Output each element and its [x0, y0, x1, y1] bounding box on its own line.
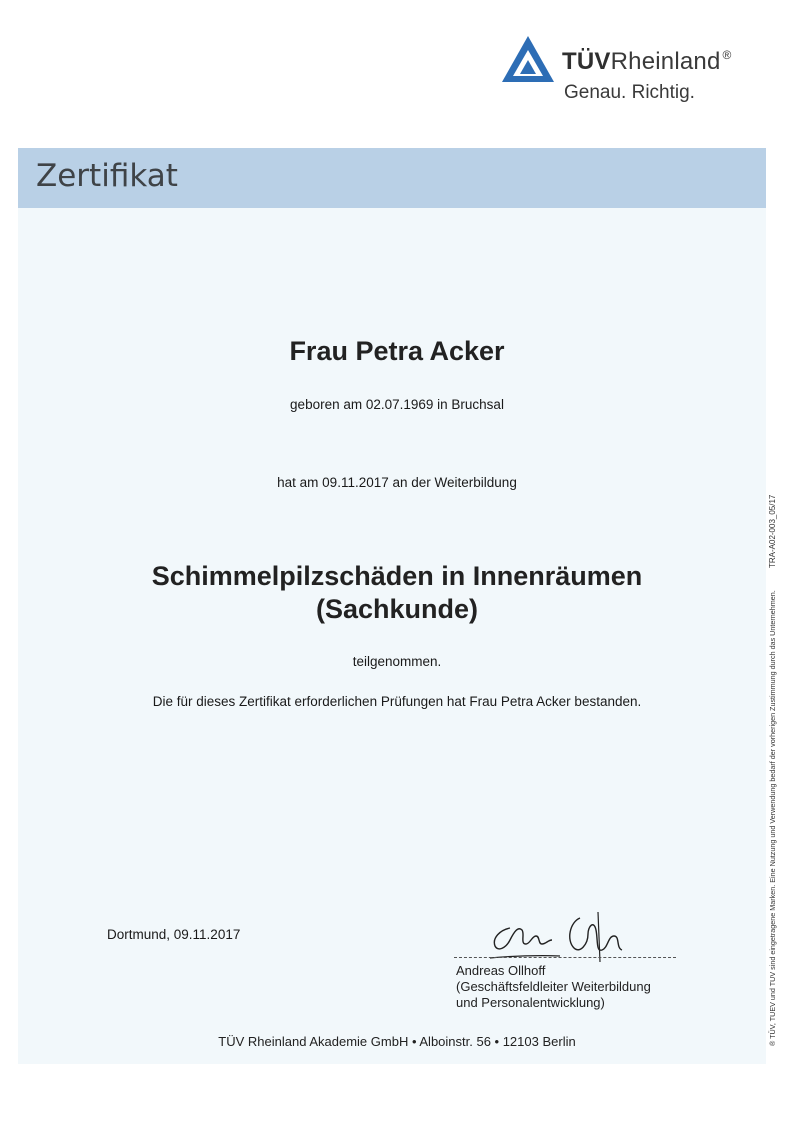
- place-date: Dortmund, 09.11.2017: [107, 927, 241, 942]
- logo-brand-bold: TÜV: [562, 48, 611, 75]
- registered-mark: ®: [722, 48, 732, 62]
- birth-line: geboren am 02.07.1969 in Bruchsal: [290, 397, 504, 412]
- logo-slogan: Genau. Richtig.: [564, 82, 695, 103]
- signer-role-line2: und Personalentwicklung): [456, 995, 605, 1010]
- course-title-line2: (Sachkunde): [315, 594, 479, 624]
- passed-line: Die für dieses Zertifikat erforderlichen Prüfungen hat Frau Petra Acker bestanden.: [152, 694, 642, 709]
- participated-line: teilgenommen.: [352, 654, 442, 669]
- trademark-note: ® TÜV, TUEV und TUV sind eingetragene Marken. Eine Nutzung und Verwendung bedarf der vorherigen Zustimmung durch das Unternehmen.: [768, 590, 777, 1046]
- handwritten-signature: [470, 900, 640, 970]
- form-code: TRA-A02-003_05/17: [768, 494, 777, 568]
- attended-line: hat am 09.11.2017 an der Weiterbildung: [277, 475, 517, 490]
- course-title: [0, 560, 794, 626]
- logo-wordmark: [562, 48, 732, 76]
- tuv-triangle-icon: [500, 34, 556, 84]
- signer-name: Andreas Ollhoff: [456, 963, 546, 978]
- signer-block: [456, 963, 651, 1011]
- signer-role-line1: (Geschäftsfeldleiter Weiterbildung: [456, 979, 651, 994]
- logo-brand-rest: Rheinland: [610, 48, 721, 75]
- footer-address: TÜV Rheinland Akademie GmbH • Alboinstr. 56 • 12103 Berlin: [218, 1034, 576, 1049]
- title-band: [18, 148, 766, 208]
- recipient-name: Frau Petra Acker: [289, 336, 505, 366]
- course-title-line1: Schimmelpilzschäden in Innenräumen: [151, 561, 643, 591]
- signature-line: [454, 957, 676, 958]
- page-title: Zertifikat: [36, 158, 178, 194]
- tuv-rheinland-logo: [500, 34, 780, 114]
